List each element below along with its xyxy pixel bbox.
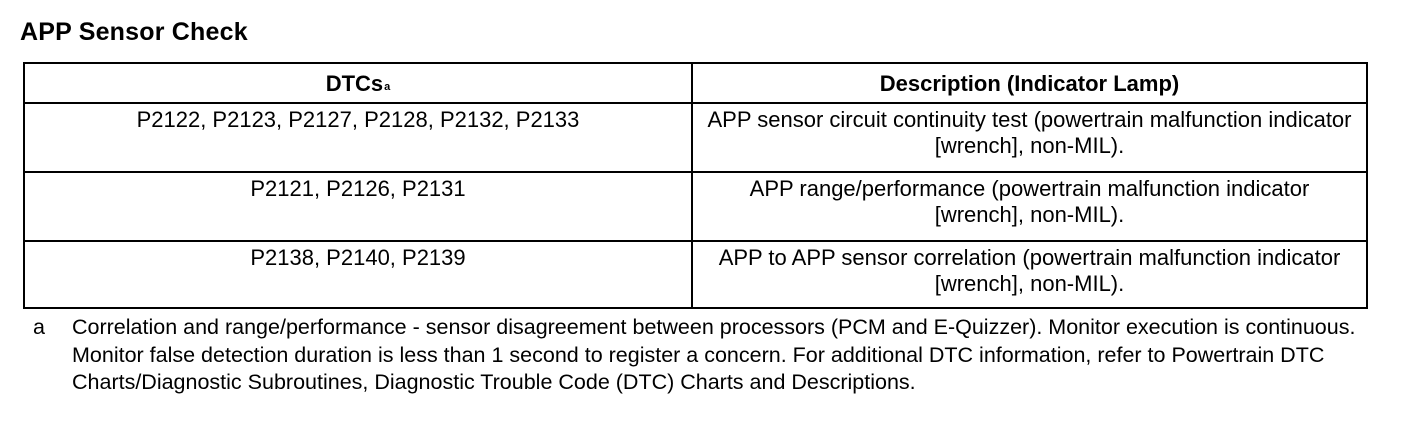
footnote-text: Correlation and range/performance - sensor disagreement between processors (PCM and E-Quizzer). Monitor execution is continuous. Monitor false detection duration is less than 1 second to register a concern. For additional DTC information, refer to Powertrain DTC Charts/Diagnostic Subroutines, Diagnostic Trouble Code (DTC) Charts and Descriptions.: [72, 315, 1356, 394]
description-cell: APP range/performance (powertrain malfunction indicator [wrench], non-MIL).: [692, 172, 1367, 241]
page-title: APP Sensor Check: [20, 18, 248, 46]
footnote-marker: a: [33, 315, 45, 339]
description-cell: APP to APP sensor correlation (powertrain malfunction indicator [wrench], non-MIL).: [692, 241, 1367, 308]
header-dtcs-label: DTCs: [325, 71, 384, 96]
table-row: [24, 241, 1367, 308]
table-row: [24, 103, 1367, 172]
footnote: [33, 314, 1383, 397]
table-row: [24, 172, 1367, 241]
header-description: Description (Indicator Lamp): [692, 63, 1367, 103]
description-cell: APP sensor circuit continuity test (powertrain malfunction indicator [wrench], non-MIL).: [692, 103, 1367, 172]
footnote-reference: a: [384, 81, 391, 93]
table-header-row: [24, 63, 1367, 103]
dtc-codes-cell: P2138, P2140, P2139: [24, 241, 692, 308]
dtc-table: [23, 62, 1368, 309]
header-dtcs: [24, 63, 692, 103]
dtc-codes-cell: P2121, P2126, P2131: [24, 172, 692, 241]
dtc-codes-cell: P2122, P2123, P2127, P2128, P2132, P2133: [24, 103, 692, 172]
